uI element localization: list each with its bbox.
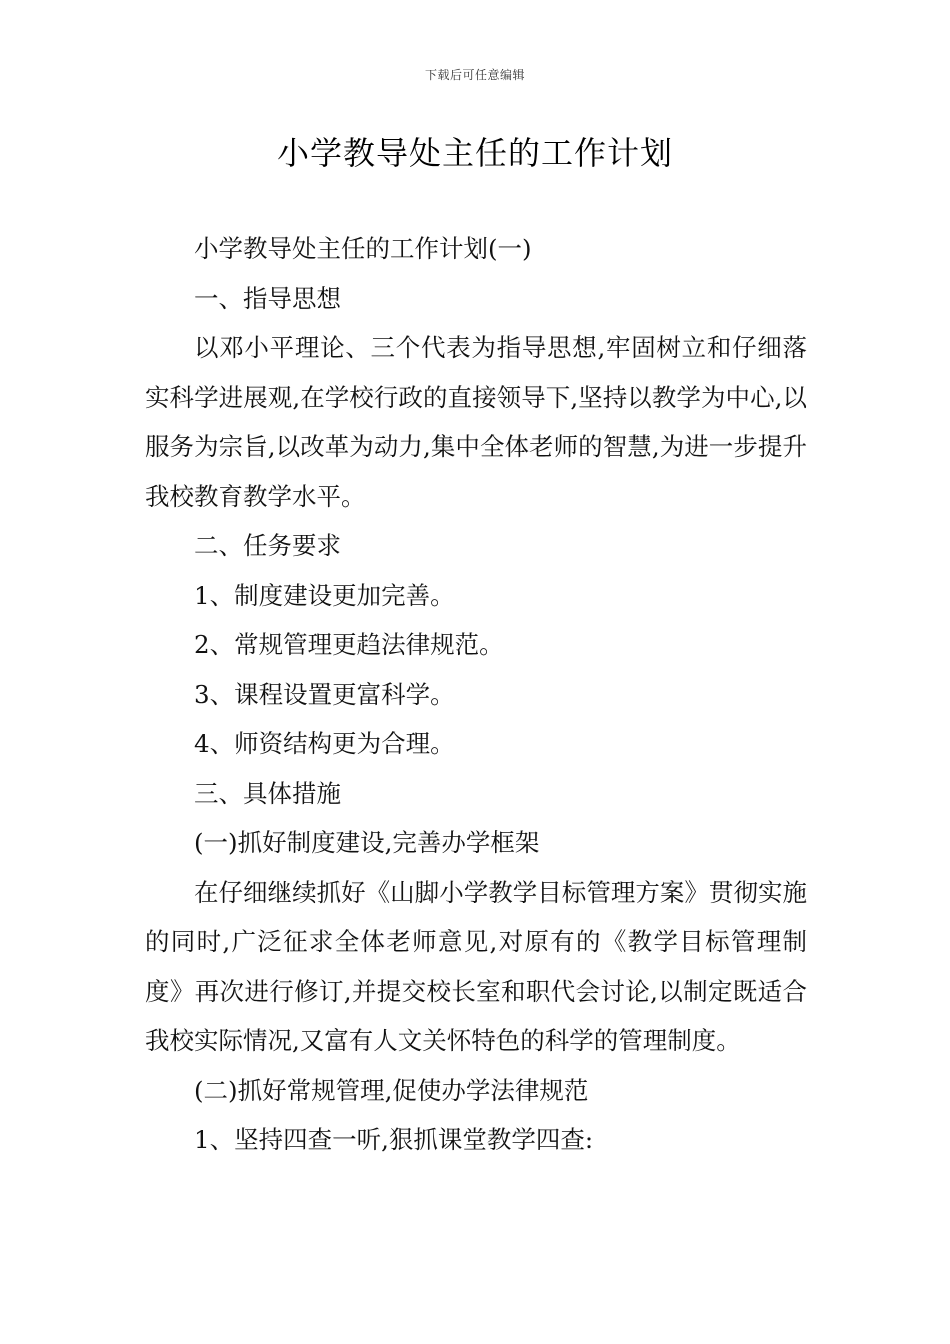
section-heading-2: 二、任务要求 [194, 531, 341, 560]
list-item-4: 4、师资结构更为合理。 [194, 729, 455, 758]
document-title: 小学教导处主任的工作计划 [276, 134, 673, 172]
subsection-heading-1: (一)抓好制度建设,完善办学框架 [194, 828, 540, 857]
list-item-checks: 1、坚持四查一听,狠抓课堂教学四查: [194, 1125, 594, 1154]
subsection-heading-2: (二)抓好常规管理,促使办学法律规范 [194, 1075, 589, 1105]
section-heading-3: 三、具体措施 [194, 778, 341, 808]
list-item-2: 2、常规管理更趋法律规范。 [194, 630, 504, 659]
paragraph-management-system: 在仔细继续抓好《山脚小学教学目标管理方案》贯彻实施的同时,广泛征求全体老师意见,对原有的《教学目标管理制度》再次进行修订,并提交校长室和职代会讨论,以制定既适合我校实际情况,又富有人文关怀特色的科学的管理制度。 [145, 877, 807, 1055]
paragraph-guiding-ideology: 以邓小平理论、三个代表为指导思想,牢固树立和仔细落实科学进展观,在学校行政的直接领导下,坚持以教学为中心,以服务为宗旨,以改革为动力,集中全体老师的智慧,为进一步提升我校教育教学水平。 [145, 333, 807, 511]
list-item-1: 1、制度建设更加完善。 [194, 580, 455, 610]
section-heading-1: 一、指导思想 [194, 283, 341, 313]
paragraph-subtitle: 小学教导处主任的工作计划(一) [194, 234, 532, 263]
header-note: 下载后可任意编辑 [424, 68, 525, 82]
list-item-3: 3、课程设置更富科学。 [194, 679, 455, 709]
document-body [145, 224, 807, 1165]
